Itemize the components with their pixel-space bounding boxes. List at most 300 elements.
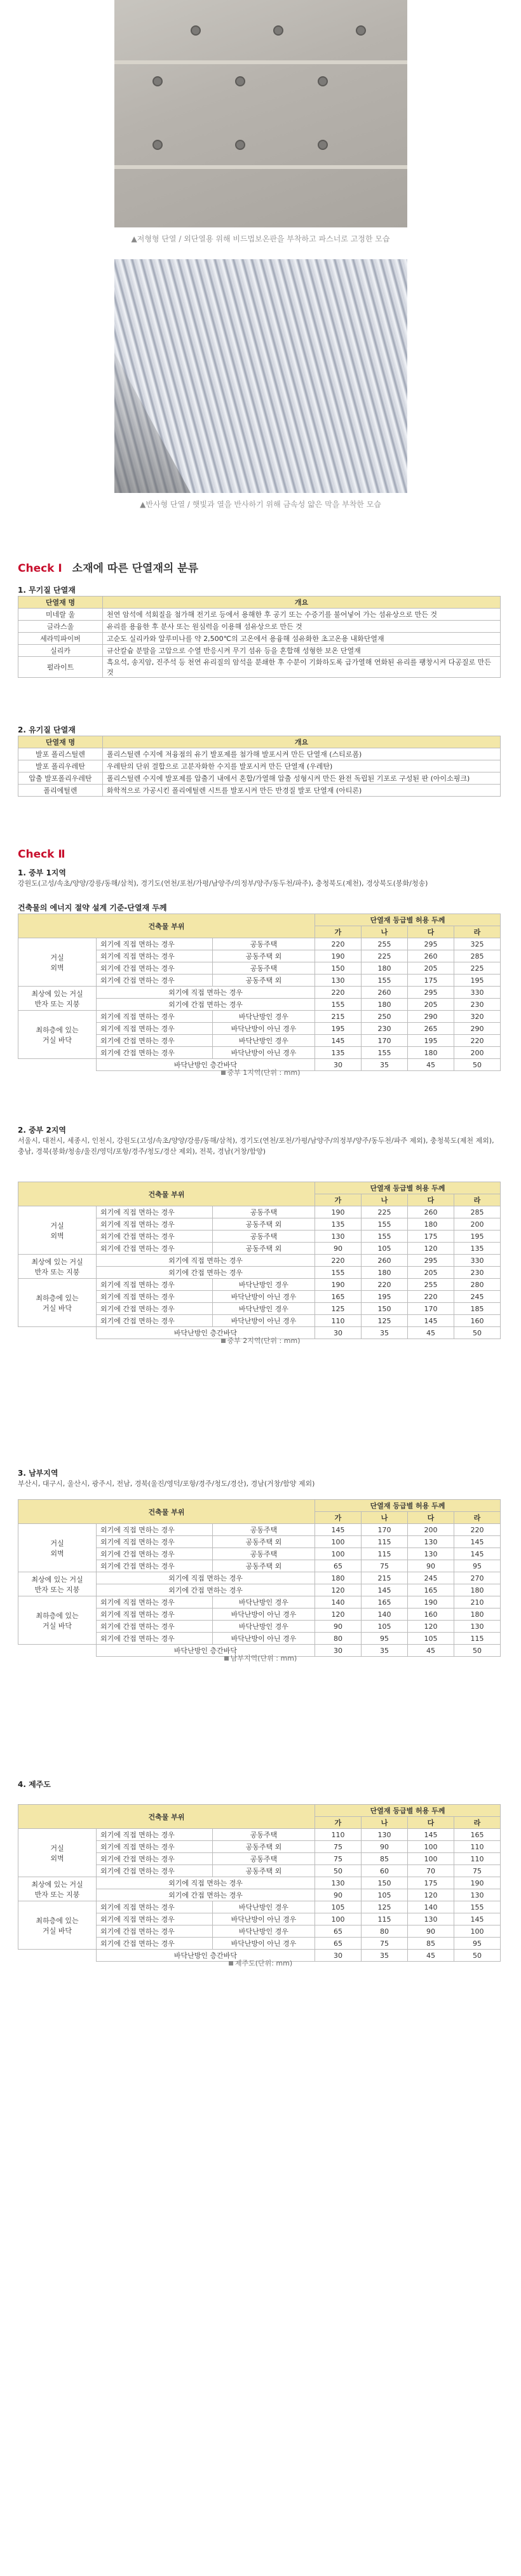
thickness-value: 130 (408, 1913, 454, 1925)
row-label: 외기에 직접 면하는 경우 (97, 1841, 213, 1853)
thickness-value: 130 (315, 1877, 362, 1889)
thickness-value: 115 (362, 1548, 408, 1560)
group-label: 최하층에 있는 거실 바닥 (18, 1596, 97, 1645)
table-header: 단열재 명 (18, 736, 103, 748)
thickness-value: 80 (362, 1925, 408, 1938)
region1-note: 건축물의 에너지 절약 설계 기준-단열재 두께 (18, 903, 167, 912)
insulation-name: 발포 폴리스틸렌 (18, 748, 103, 760)
table-row (18, 657, 501, 678)
thickness-value: 50 (454, 1059, 501, 1071)
row-label: 외기에 직접 면하는 경우 (97, 1279, 213, 1291)
row-label: 외기에 직접 면하는 경우 (97, 1913, 213, 1925)
check1-heading (18, 559, 198, 575)
row-label: 외기에 직접 면하는 경우 (97, 950, 213, 962)
region4-table (18, 1804, 501, 1962)
thickness-value: 110 (454, 1853, 501, 1865)
thickness-value: 145 (454, 1913, 501, 1925)
row-sublabel: 바닥난방인 경우 (213, 1925, 315, 1938)
thickness-value: 130 (362, 1829, 408, 1841)
thickness-value: 190 (454, 1877, 501, 1889)
insulation-desc: 규산칼슘 분말을 고압으로 수열 반응시켜 무기 섬유 등을 혼합해 성형한 보온 단열재 (103, 645, 501, 657)
row-label: 외기에 직접 면하는 경우 (97, 1608, 213, 1621)
row-sublabel: 공동주택 (213, 1231, 315, 1243)
thickness-value: 145 (408, 1315, 454, 1327)
thickness-value: 115 (362, 1913, 408, 1925)
thickness-value: 145 (315, 1524, 362, 1536)
row-label: 외기에 직접 면하는 경우 (97, 1829, 213, 1841)
row-sublabel: 공동주택 (213, 1853, 315, 1865)
table-row (18, 645, 501, 657)
row-sublabel: 바닥난방이 아닌 경우 (213, 1291, 315, 1303)
row-label: 외기에 직접 면하는 경우 (97, 1291, 213, 1303)
insulation-name: 발포 폴리우레탄 (18, 760, 103, 772)
insulation-desc: 고순도 실리카와 알루미나를 약 2,500℃의 고온에서 용융해 섬유화한 초고온용 내화단열재 (103, 633, 501, 645)
group-label: 최하층에 있는 거실 바닥 (18, 1901, 97, 1950)
thickness-value: 330 (454, 987, 501, 999)
thickness-value: 180 (362, 1267, 408, 1279)
grade-header: 가 (315, 1194, 362, 1206)
thickness-value: 210 (454, 1596, 501, 1608)
table-row (18, 1596, 501, 1608)
check1-title: 소재에 따른 단열재의 분류 (72, 562, 199, 575)
row-label: 바닥난방인 층간바닥 (97, 1327, 315, 1339)
thickness-value: 180 (408, 1047, 454, 1059)
thickness-value: 150 (315, 962, 362, 974)
thickness-value: 295 (408, 1255, 454, 1267)
region2-table (18, 1182, 501, 1339)
insulation-desc: 천연 암석에 석회질을 첨가해 전기로 등에서 용해한 후 공기 또는 수증기를 불어넣어 가는 섬유상으로 만든 것 (103, 609, 501, 621)
thickness-value: 150 (362, 1303, 408, 1315)
table-row (18, 1206, 501, 1218)
insulation-name: 세라믹파이버 (18, 633, 103, 645)
thickness-value: 215 (362, 1572, 408, 1584)
thickness-value: 70 (408, 1865, 454, 1877)
row-label: 외기에 직접 면하는 경우 (97, 938, 213, 950)
group-label: 최하층에 있는 거실 바닥 (18, 1279, 97, 1327)
thickness-value: 45 (408, 1327, 454, 1339)
thickness-value: 105 (362, 1889, 408, 1901)
group-label: 최상에 있는 거실 반자 또는 지붕 (18, 1255, 97, 1279)
row-label: 외기에 간접 면하는 경우 (97, 974, 213, 987)
thickness-value: 95 (454, 1560, 501, 1572)
row-sublabel: 공동주택 외 (213, 1243, 315, 1255)
thickness-value: 75 (454, 1865, 501, 1877)
thickness-value: 145 (454, 1536, 501, 1548)
row-label: 외기에 간접 면하는 경우 (97, 1925, 213, 1938)
thickness-value: 200 (408, 1524, 454, 1536)
thickness-value: 30 (315, 1059, 362, 1071)
thickness-value: 325 (454, 938, 501, 950)
insulation-desc: 우레탄의 단위 결합으로 고분자화한 수지를 발포시켜 만든 단열재 (우레탄) (103, 760, 501, 772)
thickness-value: 30 (315, 1950, 362, 1962)
thickness-value: 225 (454, 962, 501, 974)
thickness-value: 75 (315, 1841, 362, 1853)
row-label: 외기에 직접 면하는 경우 (97, 1524, 213, 1536)
thickness-value: 120 (315, 1584, 362, 1596)
thickness-value: 65 (315, 1560, 362, 1572)
row-label: 외기에 간접 면하는 경우 (97, 1267, 315, 1279)
thickness-value: 265 (408, 1023, 454, 1035)
thickness-value: 50 (454, 1950, 501, 1962)
thickness-value: 95 (362, 1633, 408, 1645)
region3-caption: 남부지역(단위 : mm) (0, 1653, 521, 1663)
group-label: 최상에 있는 거실 반자 또는 지붕 (18, 987, 97, 1011)
row-label: 외기에 직접 면하는 경우 (97, 1572, 315, 1584)
table-row (18, 1572, 501, 1584)
row-sublabel: 바닥난방인 경우 (213, 1279, 315, 1291)
region3-table (18, 1499, 501, 1657)
thickness-value: 65 (315, 1925, 362, 1938)
thickness-value: 220 (408, 1291, 454, 1303)
table-row (18, 1901, 501, 1913)
thickness-value: 250 (362, 1011, 408, 1023)
group-label: 거실 외벽 (18, 1829, 97, 1877)
row-sublabel: 바닥난방인 경우 (213, 1011, 315, 1023)
thickness-value: 225 (362, 1206, 408, 1218)
row-label: 외기에 간접 면하는 경우 (97, 1889, 315, 1901)
thickness-value: 45 (408, 1059, 454, 1071)
table-header: 단열재 등급별 허용 두께 (315, 1182, 501, 1194)
grade-header: 가 (315, 1817, 362, 1829)
row-label: 외기에 간접 면하는 경우 (97, 1315, 213, 1327)
thickness-value: 180 (362, 962, 408, 974)
thickness-value: 320 (454, 1011, 501, 1023)
thickness-value: 160 (454, 1315, 501, 1327)
row-label: 외기에 직접 면하는 경우 (97, 987, 315, 999)
thickness-value: 90 (362, 1841, 408, 1853)
thickness-value: 145 (408, 1829, 454, 1841)
grade-header: 나 (362, 1512, 408, 1524)
thickness-value: 165 (362, 1596, 408, 1608)
thickness-value: 205 (408, 962, 454, 974)
group-label: 거실 외벽 (18, 1524, 97, 1572)
thickness-value: 220 (315, 1255, 362, 1267)
thickness-value: 230 (362, 1023, 408, 1035)
organic-table (18, 736, 501, 797)
insulation-desc: 폴리스틸렌 수지에 발포제를 압출기 내에서 혼합/가열해 압출 성형시켜 만든 완전 독립된 기포로 구성된 판 (아이소핑크) (103, 772, 501, 785)
table-header: 단열재 명 (18, 597, 103, 609)
grade-header: 나 (362, 1817, 408, 1829)
row-sublabel: 공동주택 (213, 1206, 315, 1218)
thickness-value: 190 (408, 1596, 454, 1608)
row-sublabel: 공동주택 외 (213, 950, 315, 962)
thickness-value: 190 (315, 1206, 362, 1218)
thickness-value: 115 (454, 1633, 501, 1645)
thickness-value: 230 (454, 1267, 501, 1279)
row-sublabel: 공동주택 (213, 1548, 315, 1560)
row-sublabel: 바닥난방인 경우 (213, 1901, 315, 1913)
thickness-value: 175 (408, 1231, 454, 1243)
thickness-value: 270 (454, 1572, 501, 1584)
thickness-value: 220 (454, 1035, 501, 1047)
thickness-value: 185 (454, 1303, 501, 1315)
row-sublabel: 바닥난방인 경우 (213, 1621, 315, 1633)
thickness-value: 165 (315, 1291, 362, 1303)
thickness-value: 75 (362, 1560, 408, 1572)
thickness-value: 190 (315, 950, 362, 962)
thickness-value: 35 (362, 1645, 408, 1657)
thickness-value: 245 (408, 1572, 454, 1584)
thickness-value: 50 (454, 1645, 501, 1657)
thickness-value: 45 (408, 1645, 454, 1657)
thickness-value: 90 (408, 1560, 454, 1572)
thickness-value: 30 (315, 1327, 362, 1339)
table-row (18, 1829, 501, 1841)
row-sublabel: 공동주택 외 (213, 1536, 315, 1548)
table-header: 개요 (103, 597, 501, 609)
thickness-value: 155 (315, 1267, 362, 1279)
thickness-value: 215 (315, 1011, 362, 1023)
thickness-value: 180 (362, 999, 408, 1011)
thickness-value: 110 (315, 1315, 362, 1327)
thickness-value: 140 (408, 1901, 454, 1913)
thickness-value: 220 (362, 1279, 408, 1291)
thickness-value: 220 (454, 1524, 501, 1536)
thickness-value: 220 (315, 987, 362, 999)
table-header: 건축물 부위 (18, 1805, 315, 1829)
thickness-value: 205 (408, 999, 454, 1011)
thickness-value: 105 (362, 1243, 408, 1255)
group-label: 최상에 있는 거실 반자 또는 지붕 (18, 1877, 97, 1901)
thickness-value: 255 (408, 1279, 454, 1291)
row-label: 외기에 직접 면하는 경우 (97, 1536, 213, 1548)
group-label: 최하층에 있는 거실 바닥 (18, 1011, 97, 1059)
thickness-value: 180 (408, 1218, 454, 1231)
region2-title: 2. 중부 2지역 (18, 1126, 66, 1135)
grade-header: 나 (362, 1194, 408, 1206)
thickness-value: 155 (362, 1218, 408, 1231)
row-label: 외기에 직접 면하는 경우 (97, 1877, 315, 1889)
thickness-value: 105 (408, 1633, 454, 1645)
insulation-desc: 폴리스틸렌 수지에 저융점의 유기 발포제를 첨가해 발포시켜 만든 단열재 (스티로폼) (103, 748, 501, 760)
row-label: 외기에 간접 면하는 경우 (97, 962, 213, 974)
row-sublabel: 바닥난방인 경우 (213, 1596, 315, 1608)
thickness-value: 120 (408, 1889, 454, 1901)
thickness-value: 135 (315, 1047, 362, 1059)
row-label: 외기에 직접 면하는 경우 (97, 1596, 213, 1608)
thickness-value: 175 (408, 1877, 454, 1889)
thickness-value: 145 (362, 1584, 408, 1596)
thickness-value: 280 (454, 1279, 501, 1291)
thickness-value: 295 (408, 987, 454, 999)
row-label: 외기에 간접 면하는 경우 (97, 1865, 213, 1877)
thickness-value: 100 (315, 1548, 362, 1560)
thickness-value: 50 (454, 1327, 501, 1339)
thickness-value: 100 (454, 1925, 501, 1938)
insulation-name: 글라스울 (18, 621, 103, 633)
region1-caption: 중부 1지역(단위 : mm) (0, 1067, 521, 1077)
row-sublabel: 공동주택 외 (213, 1841, 315, 1853)
thickness-value: 130 (315, 1231, 362, 1243)
row-sublabel: 공동주택 (213, 1524, 315, 1536)
thickness-value: 140 (362, 1608, 408, 1621)
thickness-value: 220 (315, 938, 362, 950)
thickness-value: 195 (454, 1231, 501, 1243)
thickness-value: 155 (315, 999, 362, 1011)
thickness-value: 170 (362, 1524, 408, 1536)
table-row (18, 1524, 501, 1536)
table-row (18, 760, 501, 772)
insulation-name: 폴리에틸렌 (18, 785, 103, 797)
wall-insulation-photo (114, 0, 407, 227)
thickness-value: 165 (454, 1829, 501, 1841)
inorganic-subtitle: 1. 무기질 단열재 (18, 586, 76, 595)
thickness-value: 225 (362, 950, 408, 962)
grade-header: 다 (408, 1817, 454, 1829)
row-label: 외기에 간접 면하는 경우 (97, 1584, 315, 1596)
group-label: 거실 외벽 (18, 938, 97, 987)
thickness-value: 205 (408, 1267, 454, 1279)
thickness-value: 35 (362, 1327, 408, 1339)
thickness-value: 90 (315, 1621, 362, 1633)
row-sublabel: 바닥난방이 아닌 경우 (213, 1047, 315, 1059)
region4-title: 4. 제주도 (18, 1780, 51, 1789)
row-sublabel: 바닥난방이 아닌 경우 (213, 1023, 315, 1035)
region2-caption: 중부 2지역(단위 : mm) (0, 1335, 521, 1345)
thickness-value: 160 (408, 1608, 454, 1621)
row-label: 외기에 간접 면하는 경우 (97, 1548, 213, 1560)
thickness-value: 100 (315, 1913, 362, 1925)
table-header: 단열재 등급별 허용 두께 (315, 914, 501, 926)
row-label: 외기에 직접 면하는 경우 (97, 1901, 213, 1913)
grade-header: 라 (454, 1194, 501, 1206)
thickness-value: 155 (362, 1231, 408, 1243)
grade-header: 가 (315, 1512, 362, 1524)
thickness-value: 100 (408, 1841, 454, 1853)
thickness-value: 195 (408, 1035, 454, 1047)
thickness-value: 130 (408, 1548, 454, 1560)
grade-header: 라 (454, 1817, 501, 1829)
thickness-value: 90 (315, 1889, 362, 1901)
thickness-value: 140 (315, 1596, 362, 1608)
thickness-value: 90 (408, 1925, 454, 1938)
thickness-value: 170 (408, 1303, 454, 1315)
thickness-value: 285 (454, 950, 501, 962)
row-sublabel: 공동주택 외 (213, 1865, 315, 1877)
thickness-value: 35 (362, 1059, 408, 1071)
grade-header: 라 (454, 926, 501, 938)
thickness-value: 155 (362, 1047, 408, 1059)
thickness-value: 130 (454, 1889, 501, 1901)
thickness-value: 130 (408, 1536, 454, 1548)
thickness-value: 75 (362, 1938, 408, 1950)
photo1-caption: ▲저형형 단열 / 외단열용 위해 비드법보온판을 부착하고 파스너로 고정한 모습 (131, 234, 390, 243)
table-row (18, 785, 501, 797)
thickness-value: 65 (315, 1938, 362, 1950)
thickness-value: 195 (362, 1291, 408, 1303)
table-row (18, 1255, 501, 1267)
region3-desc: 부산시, 대구시, 울산시, 광주시, 전남, 경북(울진/영덕/포항/경주/청도/경산), 경남(거창/함양 제외) (18, 1480, 315, 1488)
row-sublabel: 공동주택 외 (213, 1560, 315, 1572)
thickness-value: 130 (454, 1621, 501, 1633)
thickness-value: 95 (454, 1938, 501, 1950)
table-header: 단열재 등급별 허용 두께 (315, 1805, 501, 1817)
row-label: 외기에 직접 면하는 경우 (97, 1218, 213, 1231)
table-row (18, 1279, 501, 1291)
thickness-value: 260 (362, 1255, 408, 1267)
grade-header: 다 (408, 1512, 454, 1524)
thickness-value: 135 (454, 1243, 501, 1255)
thickness-value: 200 (454, 1047, 501, 1059)
thickness-value: 135 (315, 1218, 362, 1231)
insulation-name: 미네랄 울 (18, 609, 103, 621)
thickness-value: 100 (408, 1853, 454, 1865)
reflective-insulation-photo (114, 259, 407, 493)
row-label: 외기에 직접 면하는 경우 (97, 1011, 213, 1023)
row-label: 외기에 간접 면하는 경우 (97, 1243, 213, 1255)
thickness-value: 170 (362, 1035, 408, 1047)
row-label: 외기에 간접 면하는 경우 (97, 1938, 213, 1950)
row-label: 외기에 간접 면하는 경우 (97, 1231, 213, 1243)
thickness-value: 150 (362, 1877, 408, 1889)
region3-title: 3. 남부지역 (18, 1469, 58, 1478)
thickness-value: 295 (408, 938, 454, 950)
table-header: 건축물 부위 (18, 1500, 315, 1524)
thickness-value: 155 (362, 974, 408, 987)
table-header: 건축물 부위 (18, 1182, 315, 1206)
check1-label: Check Ⅰ (18, 562, 62, 575)
row-label: 외기에 간접 면하는 경우 (97, 1303, 213, 1315)
thickness-value: 120 (408, 1243, 454, 1255)
thickness-value: 200 (454, 1218, 501, 1231)
table-row (18, 1877, 501, 1889)
thickness-value: 230 (454, 999, 501, 1011)
organic-subtitle: 2. 유기질 단열재 (18, 725, 76, 734)
thickness-value: 145 (454, 1548, 501, 1560)
photo2-caption: ▲반사형 단열 / 햇빛과 열을 반사하기 위해 금속성 얇은 막을 부착한 모습 (140, 500, 381, 509)
thickness-value: 110 (315, 1829, 362, 1841)
row-sublabel: 바닥난방이 아닌 경우 (213, 1608, 315, 1621)
thickness-value: 85 (408, 1938, 454, 1950)
thickness-value: 330 (454, 1255, 501, 1267)
insulation-name: 펄라이트 (18, 657, 103, 678)
region1-desc: 강원도(고성/속초/양양/강릉/동해/삼척), 경기도(연천/포천/가평/남양주/의정부/양주/동두천/파주), 충청북도(제천), 경상북도(봉화/청송) (18, 879, 428, 887)
row-label: 외기에 간접 면하는 경우 (97, 1633, 213, 1645)
thickness-value: 105 (362, 1621, 408, 1633)
row-sublabel: 바닥난방이 아닌 경우 (213, 1315, 315, 1327)
thickness-value: 285 (454, 1206, 501, 1218)
grade-header: 라 (454, 1512, 501, 1524)
table-row (18, 621, 501, 633)
table-row (18, 772, 501, 785)
thickness-value: 120 (408, 1621, 454, 1633)
thickness-value: 130 (315, 974, 362, 987)
table-row (18, 1011, 501, 1023)
row-label: 외기에 간접 면하는 경우 (97, 1047, 213, 1059)
thickness-value: 245 (454, 1291, 501, 1303)
thickness-value: 120 (315, 1608, 362, 1621)
thickness-value: 290 (454, 1023, 501, 1035)
thickness-value: 190 (315, 1279, 362, 1291)
region1-table (18, 914, 501, 1071)
row-sublabel: 바닥난방이 아닌 경우 (213, 1938, 315, 1950)
table-row (18, 938, 501, 950)
thickness-value: 75 (315, 1853, 362, 1865)
thickness-value: 125 (362, 1901, 408, 1913)
row-sublabel: 공동주택 (213, 1829, 315, 1841)
group-label: 거실 외벽 (18, 1206, 97, 1255)
region2-desc: 서울시, 대전시, 세종시, 인천시, 강원도(고성/속초/양양/강릉/동해/삼척), 경기도(연천/포천/가평/남양주/의정부/양주/동두천/파주 제외), 충청북도(제천 제외), 충남, 경북(봉화/청송/울진/영덕/포항/경주/청도/경산 제외), 전북, 경남(거창/함양) (18, 1136, 494, 1156)
row-sublabel: 바닥난방이 아닌 경우 (213, 1633, 315, 1645)
thickness-value: 180 (454, 1584, 501, 1596)
row-label: 바닥난방인 층간바닥 (97, 1059, 315, 1071)
row-sublabel: 공동주택 외 (213, 974, 315, 987)
thickness-value: 255 (362, 938, 408, 950)
check2-label: Check Ⅱ (18, 848, 65, 861)
row-label: 외기에 간접 면하는 경우 (97, 1621, 213, 1633)
table-row (18, 609, 501, 621)
thickness-value: 155 (454, 1901, 501, 1913)
